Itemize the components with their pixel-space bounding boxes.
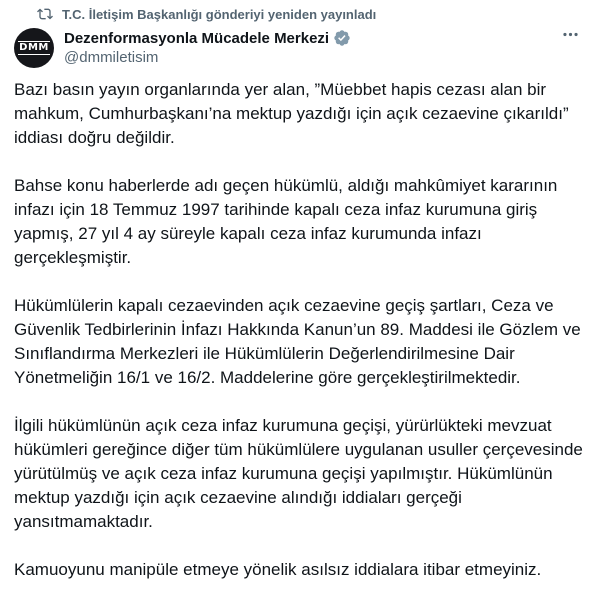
tweet-paragraph: Hükümlülerin kapalı cezaevinden açık cezaevine geçiş şartları, Ceza ve Güvenlik Tedbirlerinin İnfazı Hakkında Kanun’un 89. Maddesi ile Gözlem ve Sınıflandırma Merkezleri ile Hükümlülerin Değerlendirilmesine Dair Yönetmeliğin 16/1 ve 16/2. Maddelerine göre gerçekleştirilmektedir. (14, 296, 581, 387)
author-name-row (64, 28, 351, 48)
more-options-icon (561, 25, 580, 49)
tweet-paragraph: Bazı basın yayın organlarında yer alan, ”Müebbet hapis cezası alan bir mahkum, Cumhurbaşkanı’na mektup yazdığı için açık cezaevine çıkarıldı” iddiası doğru değildir. (14, 80, 569, 147)
verified-badge-icon[interactable] (333, 29, 351, 47)
more-options-button[interactable] (556, 26, 584, 48)
tweet-paragraph: İlgili hükümlünün açık ceza infaz kurumuna geçişi, yürürlükteki mevzuat hükümleri gereğince diğer tüm hükümlülere uygulanan usuller çerçevesinde yürütülmüş ve açık ceza infaz kurumuna geçişi yapılmıştır. Hükümlünün mektup yazdığı için açık cezaevine alındığı iddiaları gerçeği yansıtmamaktadır. (14, 416, 583, 531)
avatar[interactable] (14, 28, 54, 68)
avatar-logo: DMM (19, 42, 49, 53)
author-handle[interactable]: @dmmiletisim (64, 49, 159, 66)
tweet-text (14, 78, 584, 582)
repost-indicator[interactable] (37, 5, 376, 23)
tweet-paragraph: Kamuoyunu manipüle etmeye yönelik asılsız iddialara itibar etmeyiniz. (14, 560, 542, 579)
tweet-paragraph: Bahse konu haberlerde adı geçen hükümlü, aldığı mahkûmiyet kararının infazı için 18 Temmuz 1997 tarihinde kapalı ceza infaz kurumuna giriş yapmış, 27 yıl 4 ay süreyle kapalı ceza infaz kurumunda infazı gerçekleşmiştir. (14, 176, 558, 267)
repost-text: T.C. İletişim Başkanlığı gönderiyi yeniden yayınladı (62, 6, 377, 22)
repost-icon (37, 6, 53, 22)
author-display-name[interactable]: Dezenformasyonla Mücadele Merkezi (64, 29, 330, 47)
